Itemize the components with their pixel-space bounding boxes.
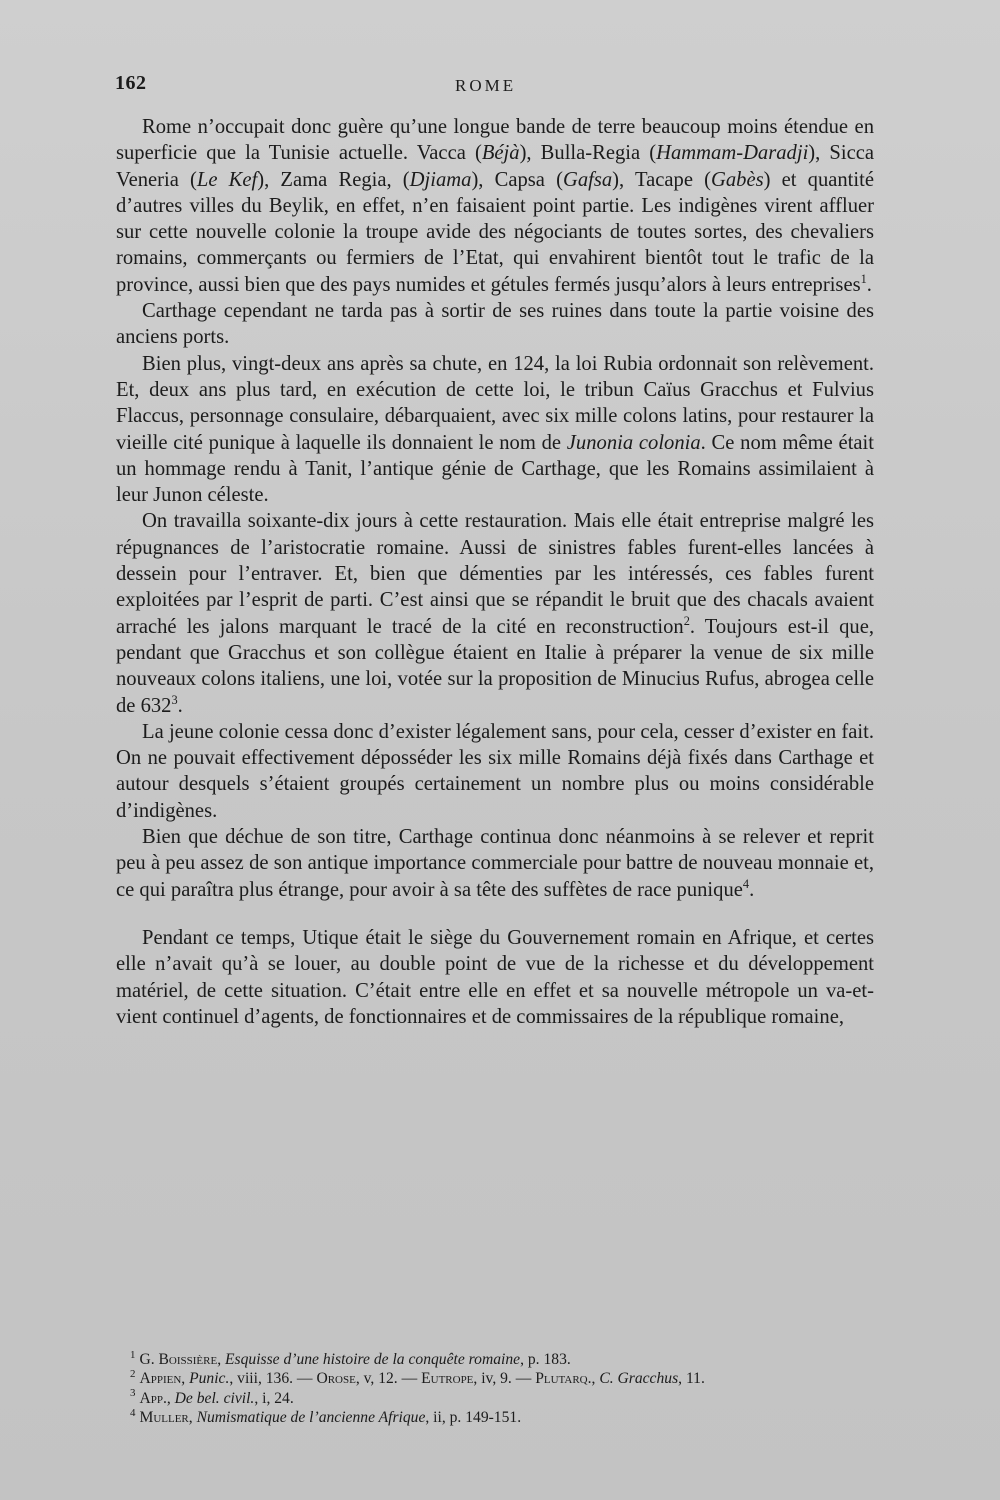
- text-run: ) et quantité d’autres villes du Beylik, en effet, n’en faisaient point partie. Les indigènes virent affluer sur cette nouvelle colonie la troupe avide des négociants de toutes sortes, des chevaliers romains, commerçants ou fermiers de l’Etat, qui envahirent bientôt tout le trafic de la province, aussi bien que des pays numides et gétules fermés jusqu’alors à leurs entreprises: [116, 168, 874, 296]
- text-run: , p. 183.: [520, 1351, 571, 1368]
- footnote: [116, 1389, 874, 1408]
- author-name: Orose: [316, 1370, 356, 1388]
- italic-text: Gabès: [710, 168, 764, 191]
- footnote-number: 2: [130, 1368, 136, 1381]
- paragraph: [116, 298, 874, 351]
- footnotes: [116, 1350, 874, 1427]
- italic-text: Le Kef: [196, 168, 258, 191]
- text-run: ), Tacape (: [612, 168, 711, 191]
- text-run: ,: [181, 1370, 190, 1388]
- text-run: , viii, 136. —: [229, 1370, 317, 1388]
- text-run: ,: [166, 1389, 175, 1407]
- italic-text: Gafsa: [562, 168, 613, 191]
- text-run: .: [749, 878, 755, 901]
- running-title: ROME: [455, 76, 517, 95]
- text-run: .: [866, 273, 872, 296]
- text-run: , iv, 9. —: [473, 1370, 536, 1388]
- paragraph: [116, 508, 874, 718]
- footnote: [116, 1408, 874, 1427]
- text-run: , 11.: [678, 1370, 705, 1388]
- text-run: ), Zama Regia, (: [257, 168, 410, 191]
- italic-text: Hammam-Daradji: [656, 142, 809, 165]
- author-name: Plutarq.: [535, 1370, 592, 1388]
- text-run: , i, 24.: [254, 1389, 294, 1407]
- footnote-reference: 1: [860, 271, 867, 286]
- text-run: . Ce nom même était un hommage rendu à Tanit, l’antique génie de Carthage, que les Romains assimilaient à leur Junon céleste.: [116, 431, 874, 507]
- text-run: ,: [217, 1351, 225, 1368]
- text-run: ), Bulla-Regia (: [519, 142, 657, 165]
- author-name: Eutrope: [421, 1370, 474, 1388]
- italic-text: Junonia colonia: [566, 431, 701, 454]
- main-text: [116, 114, 874, 1030]
- text-run: Bien plus, vingt-deux ans après sa chute, en 124, la loi Rubia ordonnait son relèvement. Et, deux ans plus tard, en exécution de cette loi, le tribun Caïus Gracchus et Fulvius Flaccus, personnage consulaire, débarquaient, avec six mille colons latins, pour restaurer la vieille cité punique à laquelle ils donnaient le nom de: [116, 352, 874, 454]
- footnote: [116, 1350, 874, 1369]
- text-run: ), Sicca Veneria (: [116, 142, 874, 191]
- text-run: . Toujours est-il que, pendant que Gracchus et son collègue étaient en Italie à préparer la venue de six mille nouveaux colons italiens, une loi, votée sur la proposition de Minucius Rufus, abrogea celle de 632: [116, 615, 874, 717]
- footnote-reference: 4: [742, 876, 750, 891]
- footnote-reference: 2: [683, 613, 690, 628]
- text-run: G.: [139, 1351, 159, 1368]
- text-run: .: [177, 694, 183, 717]
- author-name: Appien: [139, 1370, 182, 1388]
- italic-text: De bel. civil.: [174, 1389, 255, 1407]
- italic-text: Numismatique de l’ancienne Afrique: [196, 1408, 426, 1426]
- paragraph: [116, 719, 874, 824]
- text-run: , v, 12. —: [355, 1370, 422, 1388]
- paragraph: [116, 114, 874, 298]
- text-run: Pendant ce temps, Utique était le siège du Gouvernement romain en Afrique, et certes elle n’avait qu’à se louer, au double point de vue de la richesse et du développement matériel, de cette situation. C’était entre elle en effet et sa nouvelle métropole un va-et-vient continuel d’agents, de fonctionnaires et de commissaires de la république romaine,: [116, 926, 874, 1028]
- italic-text: Béjà: [481, 142, 520, 165]
- italic-text: Esquisse d’une histoire de la conquête romaine: [225, 1351, 521, 1368]
- footnote-reference: 3: [171, 692, 178, 707]
- author-name: Boissière: [158, 1351, 218, 1368]
- text-run: , ii, p. 149-151.: [425, 1408, 522, 1426]
- paragraph: [116, 824, 874, 903]
- text-run: On travailla soixante-dix jours à cette restauration. Mais elle était entreprise malgré les répugnances de l’aristocratie romaine. Aussi de sinistres fables furent-elles lancées à dessein pour l’entraver. Et, bien que démenties par les intéressés, ces fables furent exploitées par l’esprit de parti. C’est ainsi que se répandit le bruit que des chacals avaient arraché les jalons marquant le tracé de la cité en reconstruction: [116, 510, 874, 638]
- footnote: [116, 1369, 874, 1388]
- author-name: App.: [139, 1389, 167, 1407]
- footnote-number: 4: [130, 1406, 136, 1419]
- paragraph: [116, 351, 874, 509]
- italic-text: Djiama: [409, 168, 472, 191]
- author-name: Muller: [139, 1408, 189, 1426]
- paragraph: [116, 925, 874, 1030]
- text-run: Rome n’occupait donc guère qu’une longue bande de terre beaucoup moins étendue en superficie que la Tunisie actuelle. Vacca (: [116, 116, 874, 165]
- text-run: ,: [591, 1370, 600, 1388]
- italic-text: C. Gracchus: [599, 1370, 679, 1388]
- text-run: La jeune colonie cessa donc d’exister légalement sans, pour cela, cesser d’exister en fait. On ne pouvait effectivement déposséder les six mille Romains déjà fixés dans Carthage et autour desquels s’étaient groupés certainement un nombre plus ou moins considérable d’indigènes.: [116, 720, 874, 822]
- footnote-number: 1: [130, 1348, 136, 1361]
- text-run: ), Capsa (: [471, 168, 563, 191]
- text-run: Carthage cependant ne tarda pas à sortir de ses ruines dans toute la partie voisine des anciens ports.: [116, 300, 874, 349]
- italic-text: Punic.: [189, 1370, 230, 1388]
- text-run: ,: [188, 1408, 197, 1426]
- text-run: Bien que déchue de son titre, Carthage continua donc néanmoins à se relever et reprit peu à peu assez de son antique importance commerciale pour battre de nouveau monnaie et, ce qui paraîtra plus étrange, pour avoir à sa tête des suffètes de race punique: [116, 826, 874, 901]
- page-number: 162: [115, 72, 147, 94]
- footnote-number: 3: [130, 1387, 136, 1400]
